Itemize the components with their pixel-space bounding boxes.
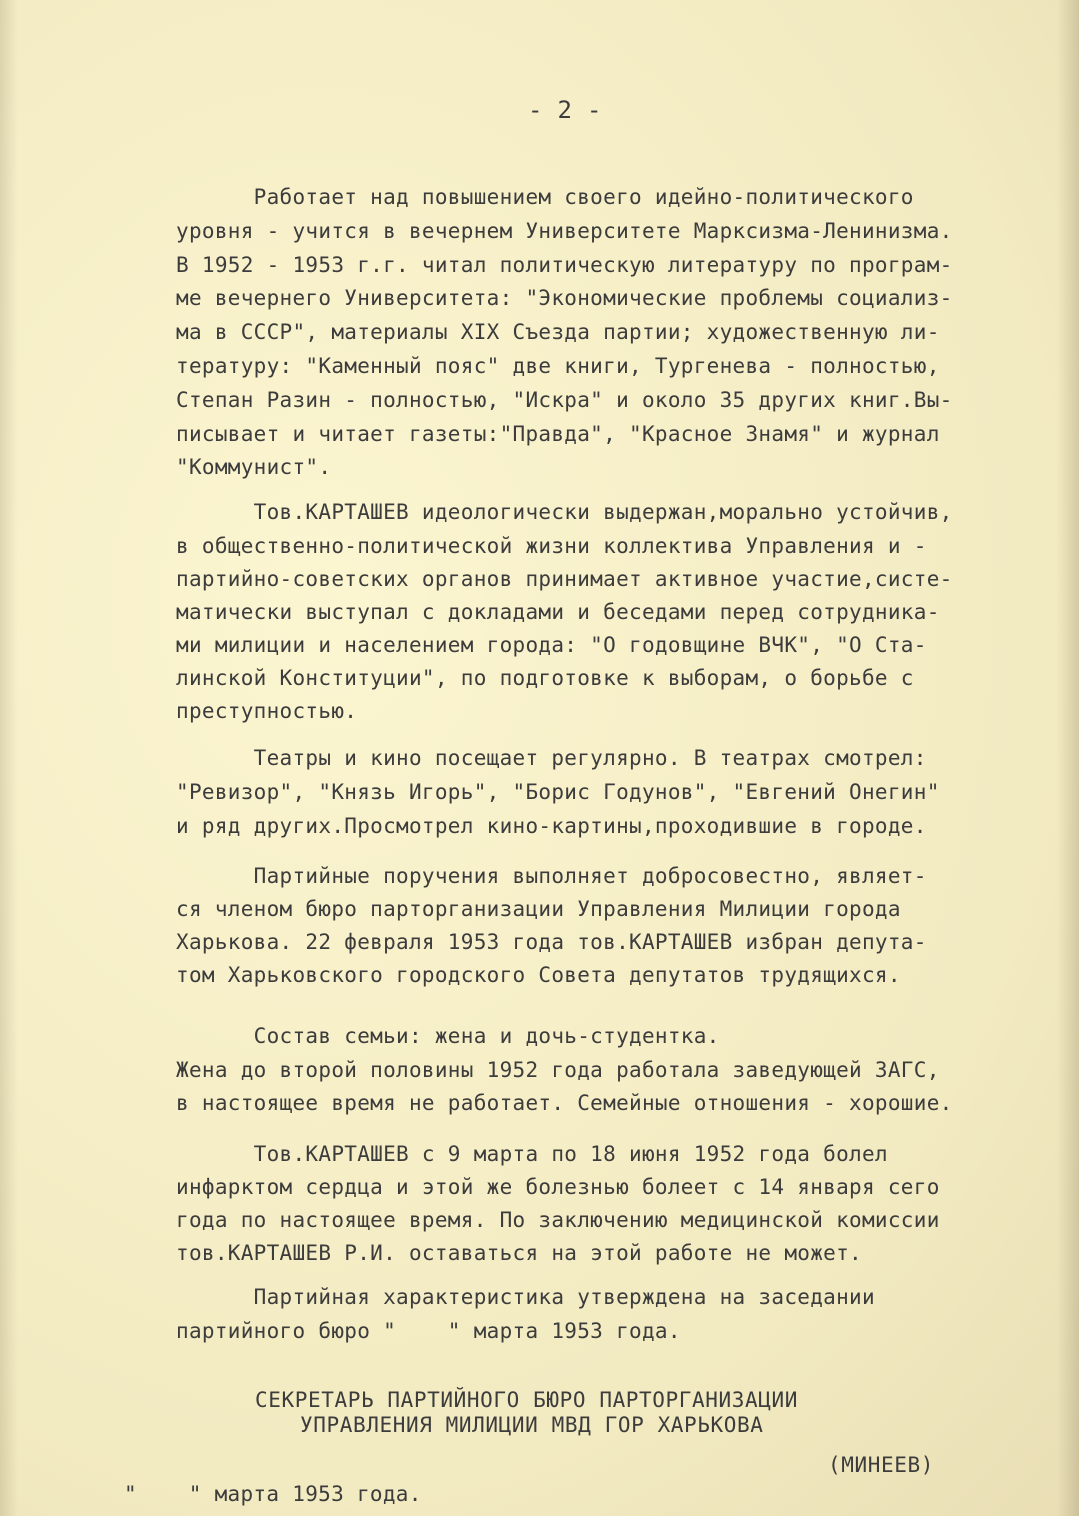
text-line: преступностью.	[176, 699, 358, 723]
text-line: Состав семьи: жена и дочь-студентка.	[176, 1024, 720, 1048]
text-line: ме вечернего Университета: "Экономические проблемы социализ-	[176, 286, 953, 310]
text-line: года по настоящее время. По заключению медицинской комиссии	[176, 1208, 940, 1232]
text-line: Партийная характеристика утверждена на заседании	[176, 1285, 875, 1309]
text-line: ся членом бюро парторганизации Управления Милиции города	[176, 897, 901, 921]
text-line: в настоящее время не работает. Семейные отношения - хорошие.	[176, 1091, 953, 1115]
text-line: "Коммунист".	[176, 455, 332, 479]
text-line: тов.КАРТАШЕВ Р.И. оставаться на этой работе не может.	[176, 1241, 862, 1265]
text-line: Харькова. 22 февраля 1953 года тов.КАРТАШЕВ избран депута-	[176, 930, 927, 954]
signature-title-line1: СЕКРЕТАРЬ ПАРТИЙНОГО БЮРО ПАРТОРГАНИЗАЦИИ	[255, 1388, 798, 1412]
text-line: Тов.КАРТАШЕВ идеологически выдержан,морально устойчив,	[176, 500, 953, 524]
paragraph-education	[176, 185, 1056, 485]
text-line: в общественно-политической жизни коллектива Управления и -	[176, 534, 927, 558]
text-line: Степан Разин - полностью, "Искра" и около 35 других книг.Вы-	[176, 388, 953, 412]
text-line: Партийные поручения выполняет добросовестно, являет-	[176, 864, 927, 888]
paragraph-theatre	[176, 746, 1056, 846]
paragraph-ideology	[176, 500, 1056, 730]
signature-name: (МИНЕЕВ)	[828, 1453, 934, 1477]
paragraph-family	[176, 1024, 1056, 1124]
page-edge-shadow	[1057, 0, 1079, 1516]
text-line: ма в СССР", материалы XIX Съезда партии; художественную ли-	[176, 320, 940, 344]
text-line: инфарктом сердца и этой же болезнью болеет с 14 января сего	[176, 1175, 940, 1199]
date-line: " " марта 1953 года.	[124, 1482, 422, 1506]
text-line: В 1952 - 1953 г.г. читал политическую литературу по програм-	[176, 253, 953, 277]
text-line: партийного бюро " " марта 1953 года.	[176, 1319, 681, 1343]
paragraph-duties	[176, 864, 1056, 994]
paragraph-approval	[176, 1285, 1056, 1355]
text-line: партийно-советских органов принимает активное участие,систе-	[176, 567, 953, 591]
text-line: Жена до второй половины 1952 года работала заведующей ЗАГС,	[176, 1058, 940, 1082]
text-line: и ряд других.Просмотрел кино-картины,проходившие в городе.	[176, 814, 927, 838]
paragraph-health	[176, 1142, 1056, 1272]
page-number: - 2 -	[528, 96, 602, 124]
text-line: Работает над повышением своего идейно-политического	[176, 185, 914, 209]
text-line: линской Конституции", по подготовке к выборам, о борьбе с	[176, 666, 914, 690]
text-line: "Ревизор", "Князь Игорь", "Борис Годунов", "Евгений Онегин"	[176, 780, 940, 804]
text-line: матически выступал с докладами и беседами перед сотрудника-	[176, 600, 940, 624]
text-line: тературу: "Каменный пояс" две книги, Тургенева - полностью,	[176, 354, 940, 378]
signature-title-line2: УПРАВЛЕНИЯ МИЛИЦИИ МВД ГОР ХАРЬКОВА	[300, 1413, 764, 1437]
text-line: ми милиции и населением города: "О годовщине ВЧК", "О Ста-	[176, 633, 927, 657]
text-line: Тов.КАРТАШЕВ с 9 марта по 18 июня 1952 года болел	[176, 1142, 888, 1166]
text-line: том Харьковского городского Совета депутатов трудящихся.	[176, 963, 901, 987]
text-line: Театры и кино посещает регулярно. В театрах смотрел:	[176, 746, 927, 770]
text-line: уровня - учится в вечернем Университете Марксизма-Ленинизма.	[176, 219, 953, 243]
page-edge-shadow	[0, 0, 18, 1516]
text-line: писывает и читает газеты:"Правда", "Красное Знамя" и журнал	[176, 422, 940, 446]
